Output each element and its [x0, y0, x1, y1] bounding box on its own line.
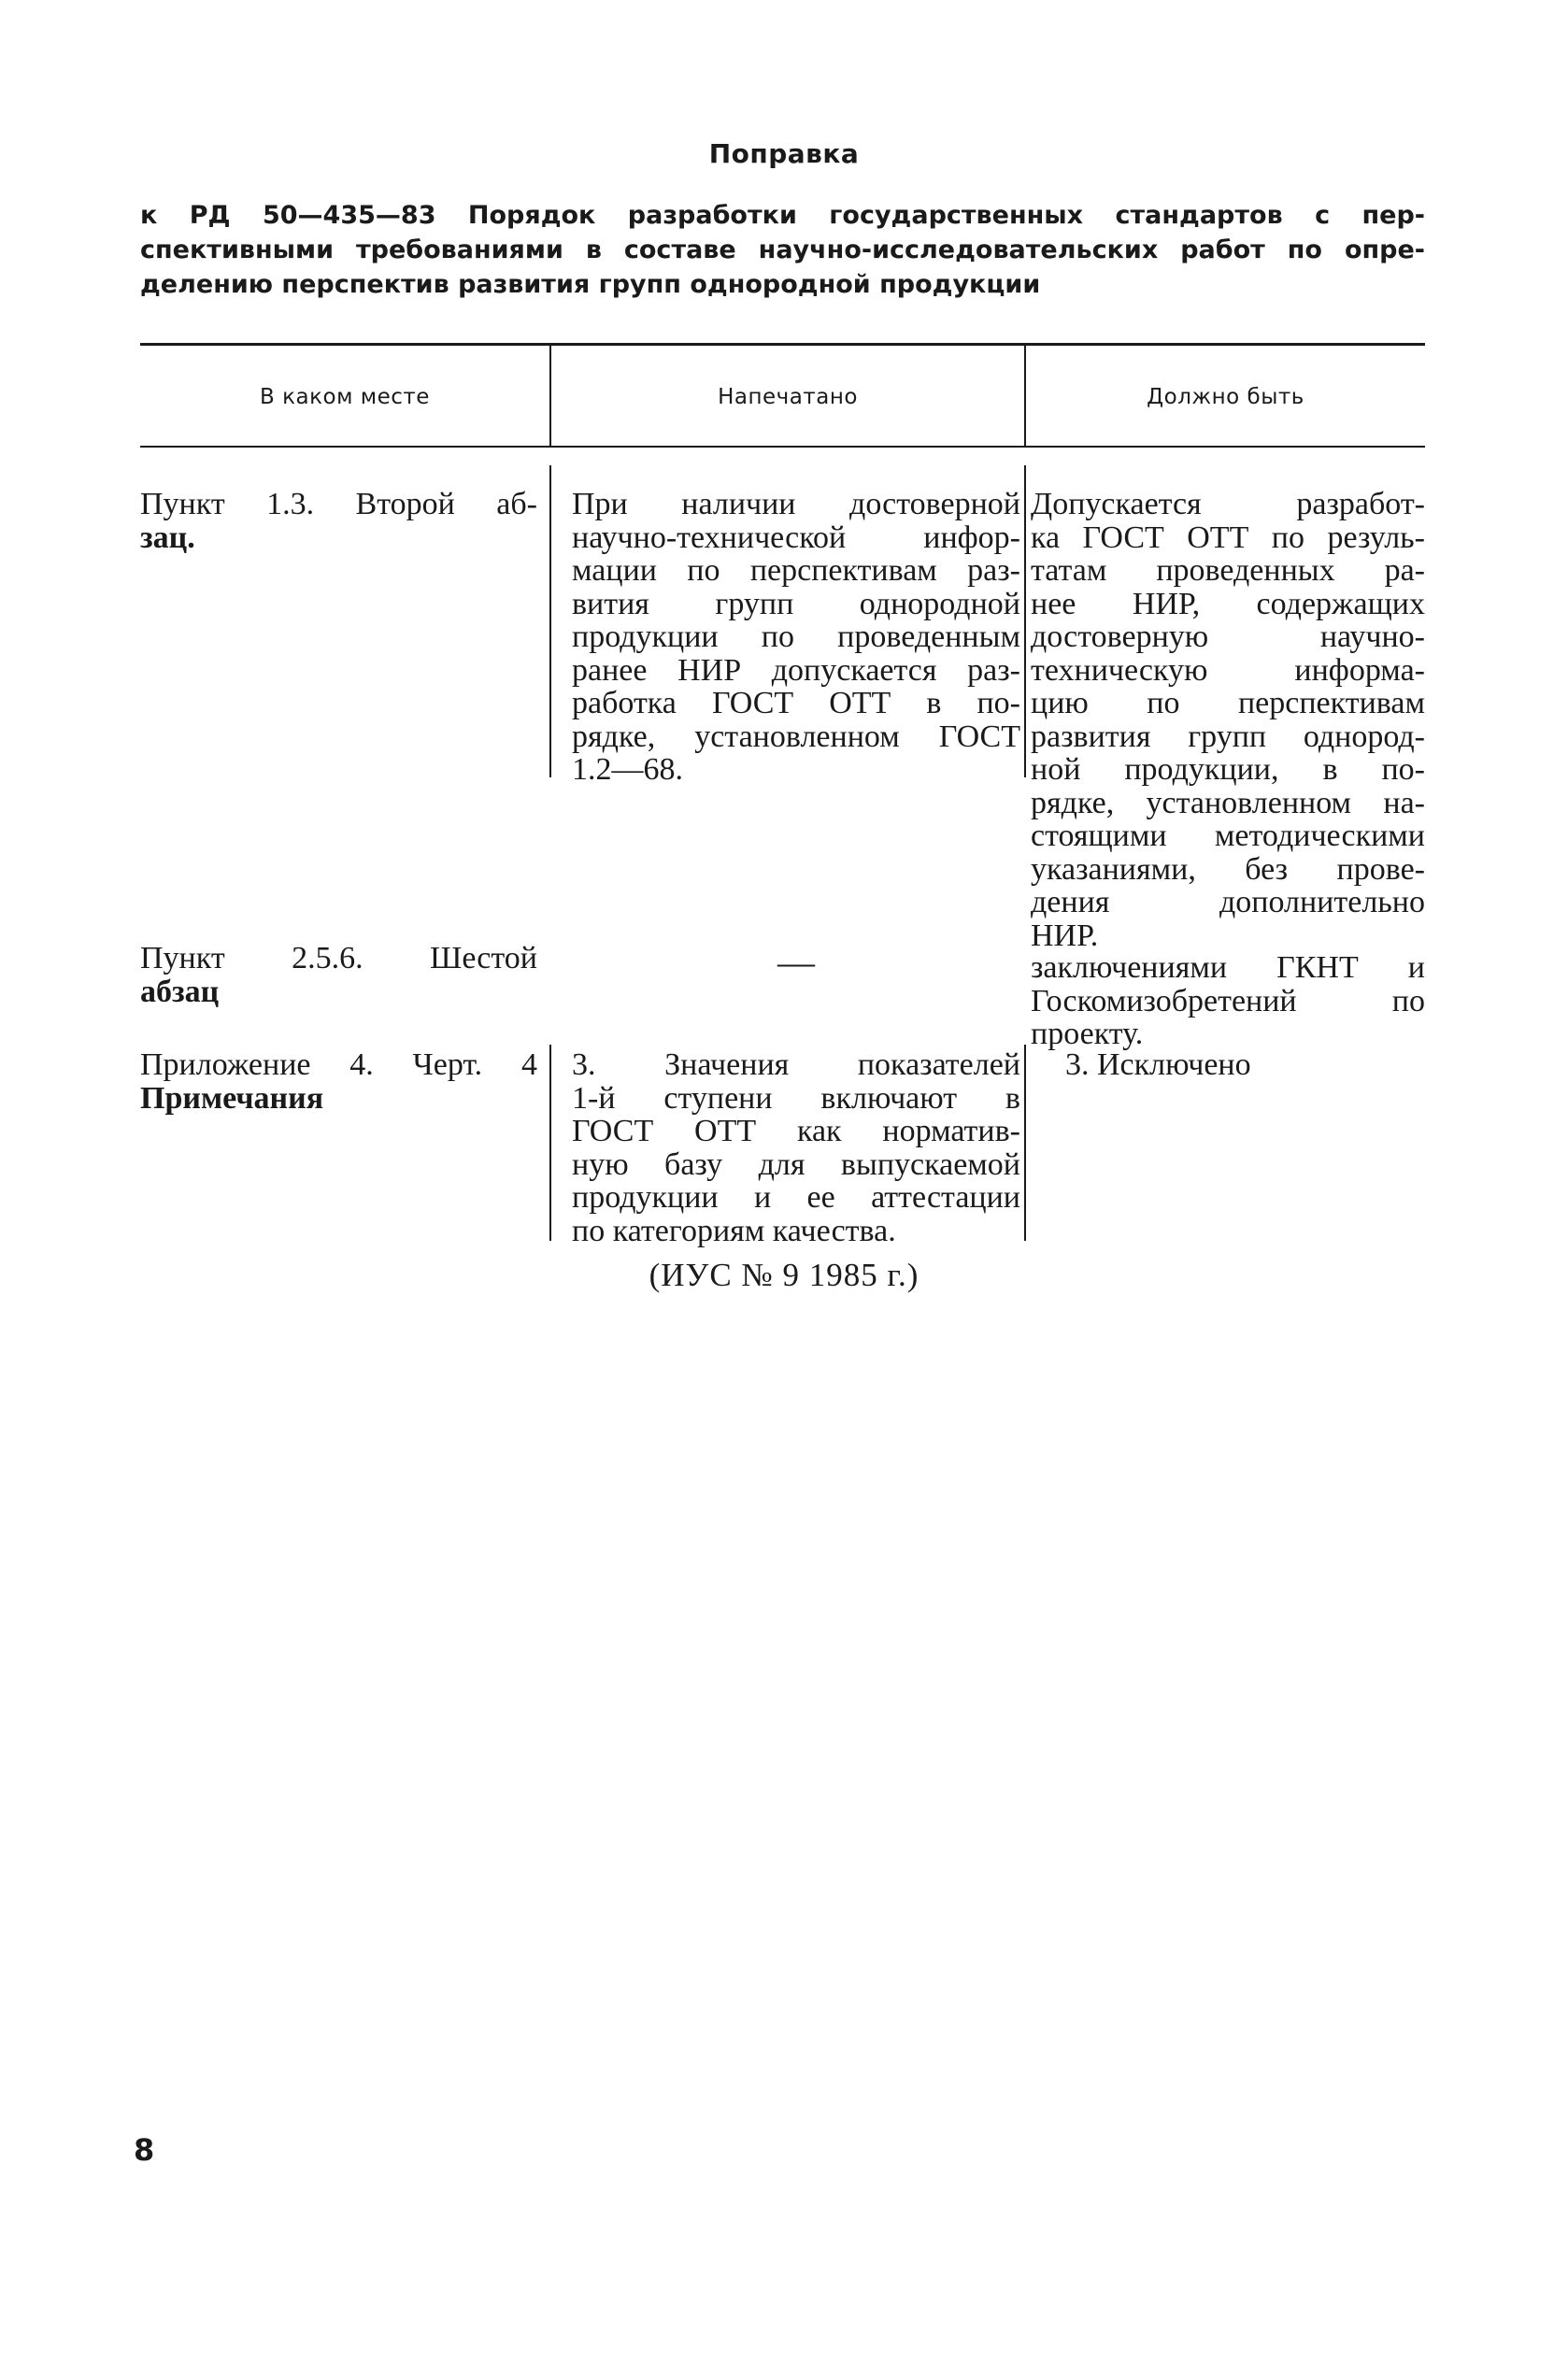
- row2-printed-dash: —: [777, 941, 815, 983]
- row2-should-be-line: заключениями ГКНТ и: [1031, 950, 1425, 985]
- row1-place-line: зац.: [140, 520, 195, 555]
- row1-should-be-line: достоверную научно-: [1031, 619, 1425, 654]
- row1-should-be-line: дения дополнительно: [1031, 885, 1425, 919]
- column-divider: [1024, 465, 1026, 777]
- row3-printed-line: ную базу для выпускаемой: [572, 1146, 1020, 1182]
- heading-line: спективными требованиями в составе научно-исследовательских работ по опре-: [140, 235, 1425, 264]
- row3-printed-line: 1-й ступени включают в: [572, 1080, 1020, 1116]
- column-divider: [549, 465, 551, 777]
- row1-should-be-line: нее НИР, содержащих: [1031, 586, 1425, 621]
- row3-printed-line: по категориям качества.: [572, 1213, 896, 1248]
- row2-should-be-line: Госкомизобретений по: [1031, 983, 1425, 1018]
- row1-should-be-line: НИР.: [1031, 918, 1099, 953]
- row1-place: [140, 488, 537, 554]
- row1-should-be-line: техническую информа-: [1031, 652, 1425, 688]
- row3-place: [140, 1048, 537, 1115]
- row2-should-be-line: проекту.: [1031, 1017, 1144, 1051]
- heading-line: к РД 50—435—83 Порядок разработки государственных стандартов с пер-: [140, 201, 1425, 230]
- row1-printed: [572, 488, 1020, 787]
- table-top-rule: [140, 343, 1425, 346]
- row1-should-be-line: развития групп однород-: [1031, 719, 1425, 754]
- row1-place-line: Пункт 1.3. Второй аб-: [140, 487, 537, 521]
- row2-place-line: абзац: [140, 974, 220, 1009]
- heading-line: делению перспектив развития групп однородной продукции: [140, 270, 1041, 299]
- row3-place-line: Примечания: [140, 1080, 324, 1116]
- page-title: Поправка: [708, 138, 860, 169]
- row1-printed-line: продукции по проведенным: [572, 619, 1020, 654]
- row1-should-be-line: рядке, установленном на-: [1031, 785, 1425, 820]
- row3-printed-line: 3. Значения показателей: [572, 1047, 1020, 1082]
- row1-should-be-line: цию по перспективам: [1031, 686, 1425, 720]
- row1-printed-line: рядке, установленном ГОСТ: [572, 719, 1020, 754]
- page-number: 8: [134, 2132, 155, 2168]
- row1-printed-line: При наличии достоверной: [572, 487, 1020, 521]
- row1-printed-line: вития групп однородной: [572, 586, 1020, 621]
- column-divider: [1024, 1045, 1026, 1241]
- row1-printed-line: ранее НИР допускается раз-: [572, 652, 1020, 688]
- column-header-printed: Напечатано: [718, 385, 858, 409]
- row1-printed-line: работка ГОСТ ОТТ в по-: [572, 686, 1020, 720]
- row2-should-be: [1031, 951, 1425, 1051]
- row1-printed-line: мации по перспективам раз-: [572, 553, 1020, 588]
- row3-printed-line: продукции и ее аттестации: [572, 1180, 1020, 1215]
- row1-should-be-line: Допускается разработ-: [1031, 487, 1425, 521]
- row3-should-be-line: 3. Исключено: [1065, 1047, 1251, 1082]
- row3-place-line: Приложение 4. Черт. 4: [140, 1047, 537, 1082]
- source-reference: (ИУС № 9 1985 г.): [649, 1257, 919, 1293]
- column-header-should-be: Должно быть: [1147, 385, 1304, 409]
- row1-should-be: [1031, 488, 1425, 952]
- row3-printed-line: ГОСТ ОТТ как норматив-: [572, 1114, 1020, 1148]
- row1-should-be-line: указаниями, без прове-: [1031, 851, 1425, 887]
- row1-printed-line: научно-технической инфор-: [572, 520, 1020, 555]
- row3-printed: [572, 1048, 1020, 1247]
- row1-printed-line: 1.2—68.: [572, 752, 683, 787]
- row2-place-line: Пункт 2.5.6. Шестой: [140, 941, 537, 975]
- document-heading: [140, 198, 1425, 302]
- column-header-place: В каком месте: [260, 385, 430, 409]
- row1-should-be-line: ка ГОСТ ОТТ по резуль-: [1031, 520, 1425, 555]
- row1-should-be-line: татам проведенных ра-: [1031, 553, 1425, 588]
- row3-should-be: [1065, 1048, 1460, 1082]
- column-divider: [549, 1045, 551, 1241]
- table-header-rule: [140, 446, 1425, 448]
- row1-should-be-line: стоящими методическими: [1031, 819, 1425, 853]
- row1-should-be-line: ной продукции, в по-: [1031, 752, 1425, 787]
- row2-place: [140, 942, 537, 1008]
